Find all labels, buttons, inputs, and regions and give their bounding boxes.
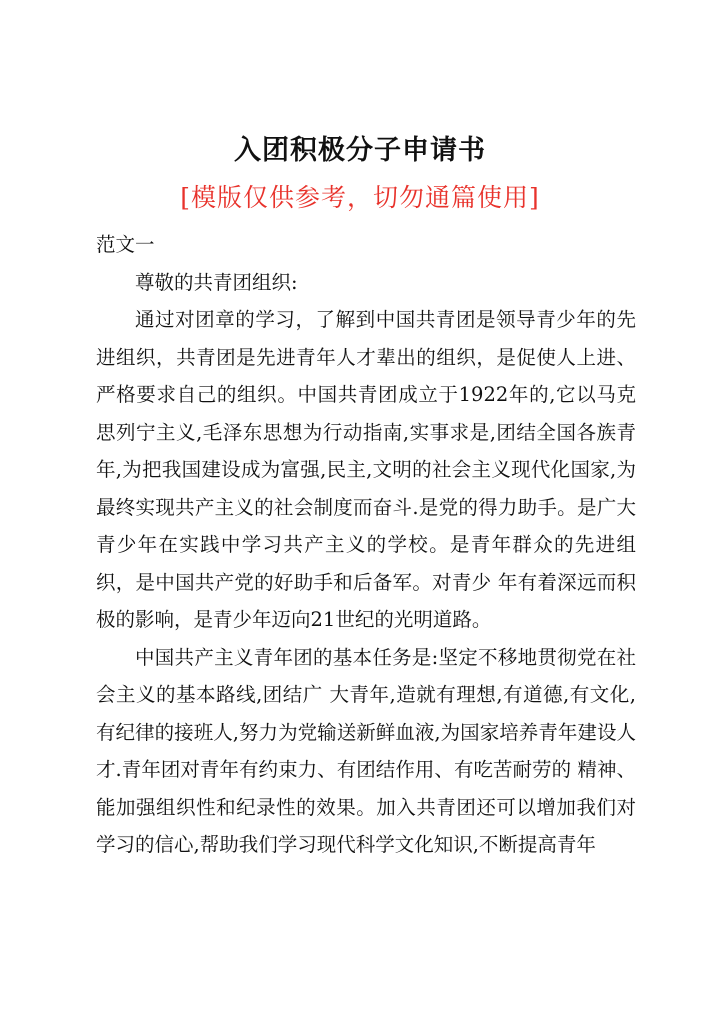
document-body bbox=[96, 226, 636, 864]
template-notice: [模版仅供参考，切勿通篇使用] bbox=[180, 183, 540, 212]
document-title: 入团积极分子申请书 bbox=[234, 135, 486, 166]
paragraph-2: 中国共产主义青年团的基本任务是:坚定不移地贯彻党在社会主义的基本路线,团结广 大青年,造就有理想,有道德,有文化,有纪律的接班人,努力为党输送新鲜血液,为国家培养青年建设人才.青年团对青年有约束力、有团结作用、有吃苦耐劳的 精神、能加强组织性和纪录性的效果。加入共青团还可以增加我们对学习的信心,帮助我们学习现代科学文化知识,不断提高青年 bbox=[96, 645, 636, 856]
paragraph-1: 通过对团章的学习，了解到中国共青团是领导青少年的先进组织，共青团是先进青年人才辈出的组织，是促使人上进、严格要求自己的组织。中国共青团成立于1922年的,它以马克思列宁主义,毛泽东思想为行动指南,实事求是,团结全国各族青年,为把我国建设成为富强,民主,文明的社会主义现代化国家,为最终实现共产主义的社会制度而奋斗.是党的得力助手。是广大青少年在实践中学习共产主义的学校。是青年群众的先进组织，是中国共产党的好助手和后备军。对青少 年有着深远而积极的影响，是青少年迈向21世纪的光明道路。 bbox=[96, 308, 636, 631]
salutation: 尊敬的共青团组织: bbox=[135, 270, 298, 294]
section-label: 范文一 bbox=[96, 233, 155, 256]
